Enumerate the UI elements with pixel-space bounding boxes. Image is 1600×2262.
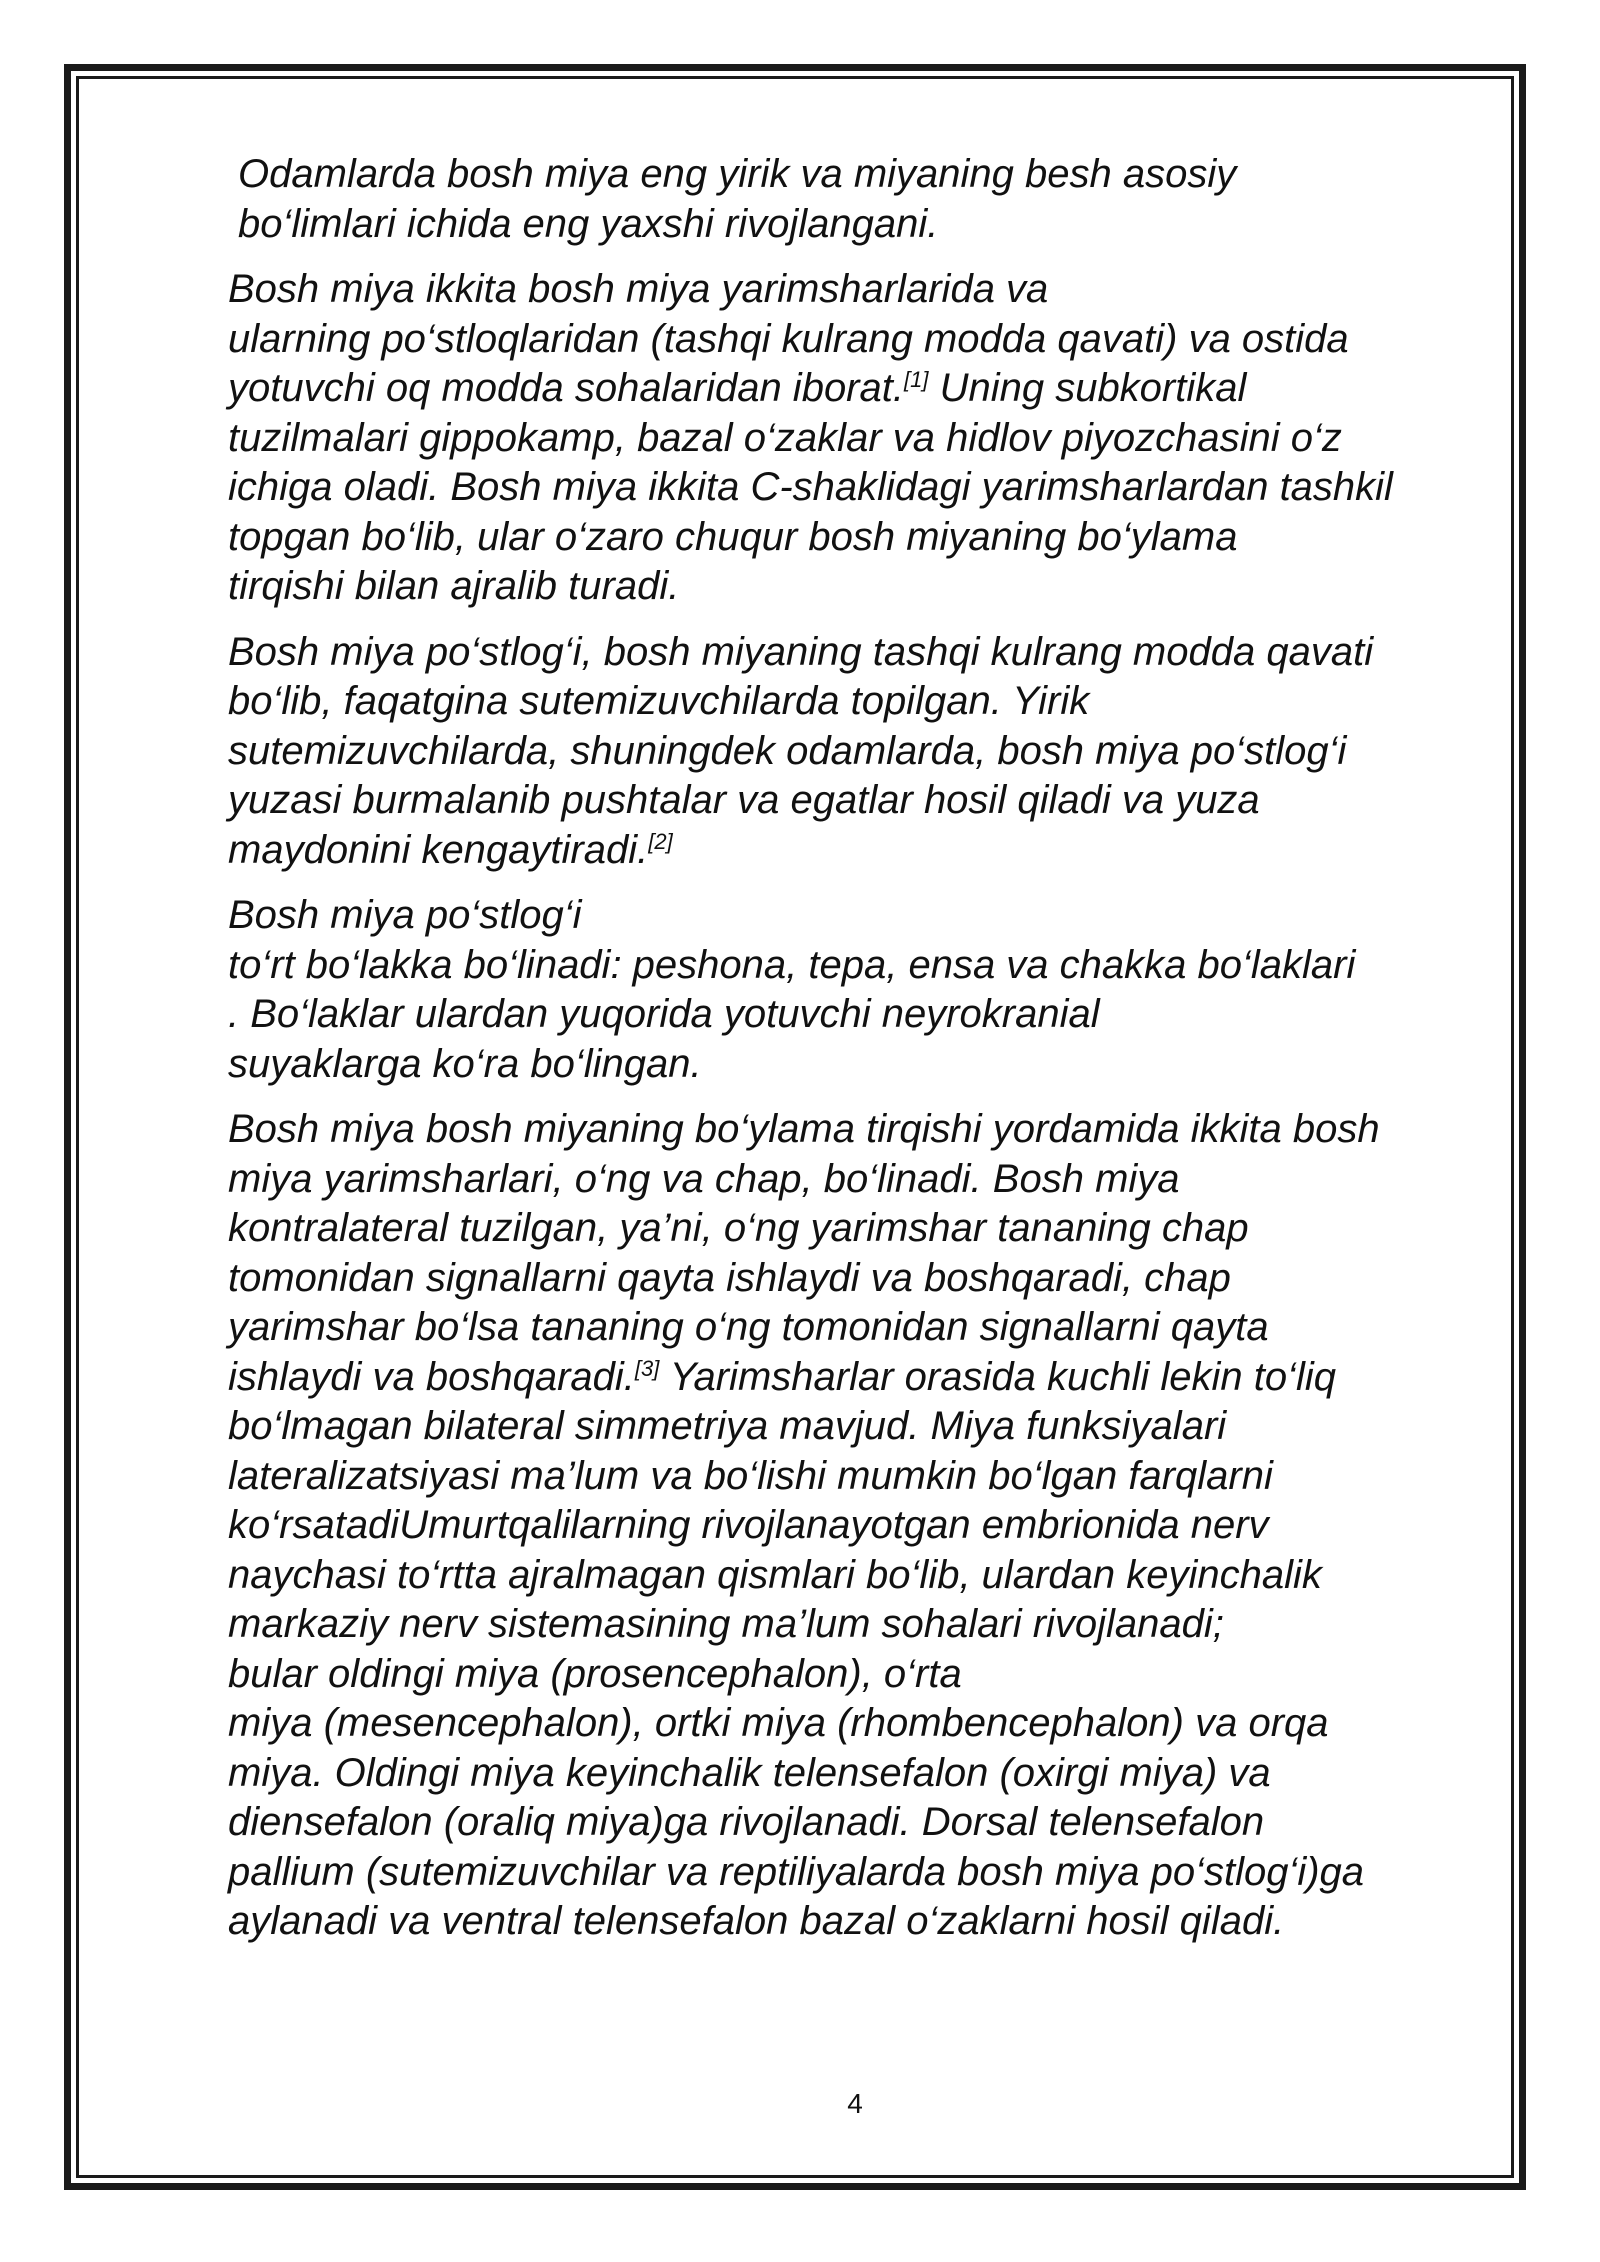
text-segment: yotuvchi oq modda sohalaridan iborat.: [228, 366, 904, 410]
text-line: suyaklarga ko‘ra bo‘lingan.: [228, 1041, 702, 1086]
text-line: Bosh miya bosh miyaning bo‘ylama tirqishi yordamida ikkita bosh: [228, 1107, 1380, 1151]
text-line: kontralateral tuzilgan, ya’ni, o‘ng yarimshar tananing chap: [228, 1206, 1249, 1250]
text-line: bular oldingi miya (prosencephalon), o‘rta: [228, 1651, 962, 1696]
paragraph-2: [228, 265, 1490, 612]
text-line: [228, 364, 1490, 414]
document-body: [228, 150, 1490, 1963]
text-line: Odamlarda bosh miya eng yirik va miyaning besh asosiy: [238, 152, 1237, 196]
text-line: ichiga oladi. Bosh miya ikkita C-shaklidagi yarimsharlardan tashkil: [228, 465, 1393, 509]
page-number: 4: [847, 2088, 863, 2119]
text-line: diensefalon (oraliq miya)ga rivojlanadi. Dorsal telensefalon: [228, 1800, 1265, 1844]
text-segment: ishlaydi va boshqaradi.: [228, 1354, 635, 1399]
text-line: tirqishi bilan ajralib turadi.: [228, 564, 680, 608]
text-line: [228, 1353, 1490, 1403]
text-line: bo‘lmagan bilateral simmetriya mavjud. Miya funksiyalari: [228, 1404, 1227, 1448]
text-line: markaziy nerv sistemasining ma’lum sohalari rivojlanadi;: [228, 1602, 1224, 1646]
text-line: lateralizatsiyasi ma’lum va bo‘lishi mumkin bo‘lgan farqlarni: [228, 1453, 1273, 1498]
text-line: naychasi to‘rtta ajralmagan qismlari bo‘lib, ulardan keyinchalik: [228, 1552, 1322, 1597]
footnote-ref-1[interactable]: [1]: [903, 367, 929, 392]
text-line: Bosh miya po‘stlog‘i, bosh miyaning tashqi kulrang modda qavati: [228, 629, 1374, 674]
paragraph-1: [228, 150, 1490, 249]
text-line: [228, 826, 1490, 876]
text-line: tuzilmalari gippokamp, bazal o‘zaklar va hidlov piyozchasini o‘z: [228, 415, 1342, 460]
paragraph-4: [228, 891, 1490, 1089]
text-line: topgan bo‘lib, ular o‘zaro chuqur bosh miyaning bo‘ylama: [228, 514, 1238, 559]
text-line: miya (mesencephalon), ortki miya (rhombencephalon) va orqa: [228, 1701, 1329, 1745]
text-line: yarimshar bo‘lsa tananing o‘ng tomonidan signallarni qayta: [228, 1305, 1269, 1349]
text-line: . Bo‘laklar ulardan yuqorida yotuvchi neyrokranial: [228, 992, 1100, 1036]
text-line: pallium (sutemizuvchilar va reptiliyalarda bosh miya po‘stlog‘i)ga: [228, 1849, 1365, 1894]
text-line: aylanadi va ventral telensefalon bazal o‘zaklarni hosil qiladi.: [228, 1899, 1285, 1943]
text-segment: Uning subkortikal: [928, 366, 1247, 410]
text-line: miya yarimsharlari, o‘ng va chap, bo‘linadi. Bosh miya: [228, 1156, 1180, 1201]
footnote-ref-3[interactable]: [3]: [634, 1355, 660, 1381]
text-segment: maydonini kengaytiradi.: [228, 827, 649, 872]
footnote-ref-2[interactable]: [2]: [648, 828, 673, 854]
text-line: yuzasi burmalanib pushtalar va egatlar hosil qiladi va yuza: [228, 778, 1260, 822]
text-line: ularning po‘stloqlaridan (tashqi kulrang modda qavati) va ostida: [228, 316, 1349, 361]
text-line: Bosh miya ikkita bosh miya yarimsharlarida va: [228, 267, 1049, 311]
text-line: tomonidan signallarni qayta ishlaydi va boshqaradi, chap: [228, 1255, 1231, 1300]
paragraph-5: [228, 1105, 1490, 1947]
text-line: to‘rt bo‘lakka bo‘linadi: peshona, tepa, ensa va chakka bo‘laklari: [228, 942, 1356, 987]
text-line: Bosh miya po‘stlog‘i: [228, 893, 582, 937]
text-line: ko‘rsatadiUmurtqalilarning rivojlanayotgan embrionida nerv: [228, 1503, 1269, 1547]
text-line: bo‘limlari ichida eng yaxshi rivojlangani.: [238, 201, 939, 246]
text-line: bo‘lib, faqatgina sutemizuvchilarda topilgan. Yirik: [228, 679, 1090, 723]
paragraph-3: [228, 628, 1490, 876]
text-line: miya. Oldingi miya keyinchalik telensefalon (oxirgi miya) va: [228, 1750, 1271, 1795]
text-segment: Yarimsharlar orasida kuchli lekin to‘liq: [659, 1354, 1336, 1399]
text-line: sutemizuvchilarda, shuningdek odamlarda, bosh miya po‘stlog‘i: [228, 728, 1347, 773]
